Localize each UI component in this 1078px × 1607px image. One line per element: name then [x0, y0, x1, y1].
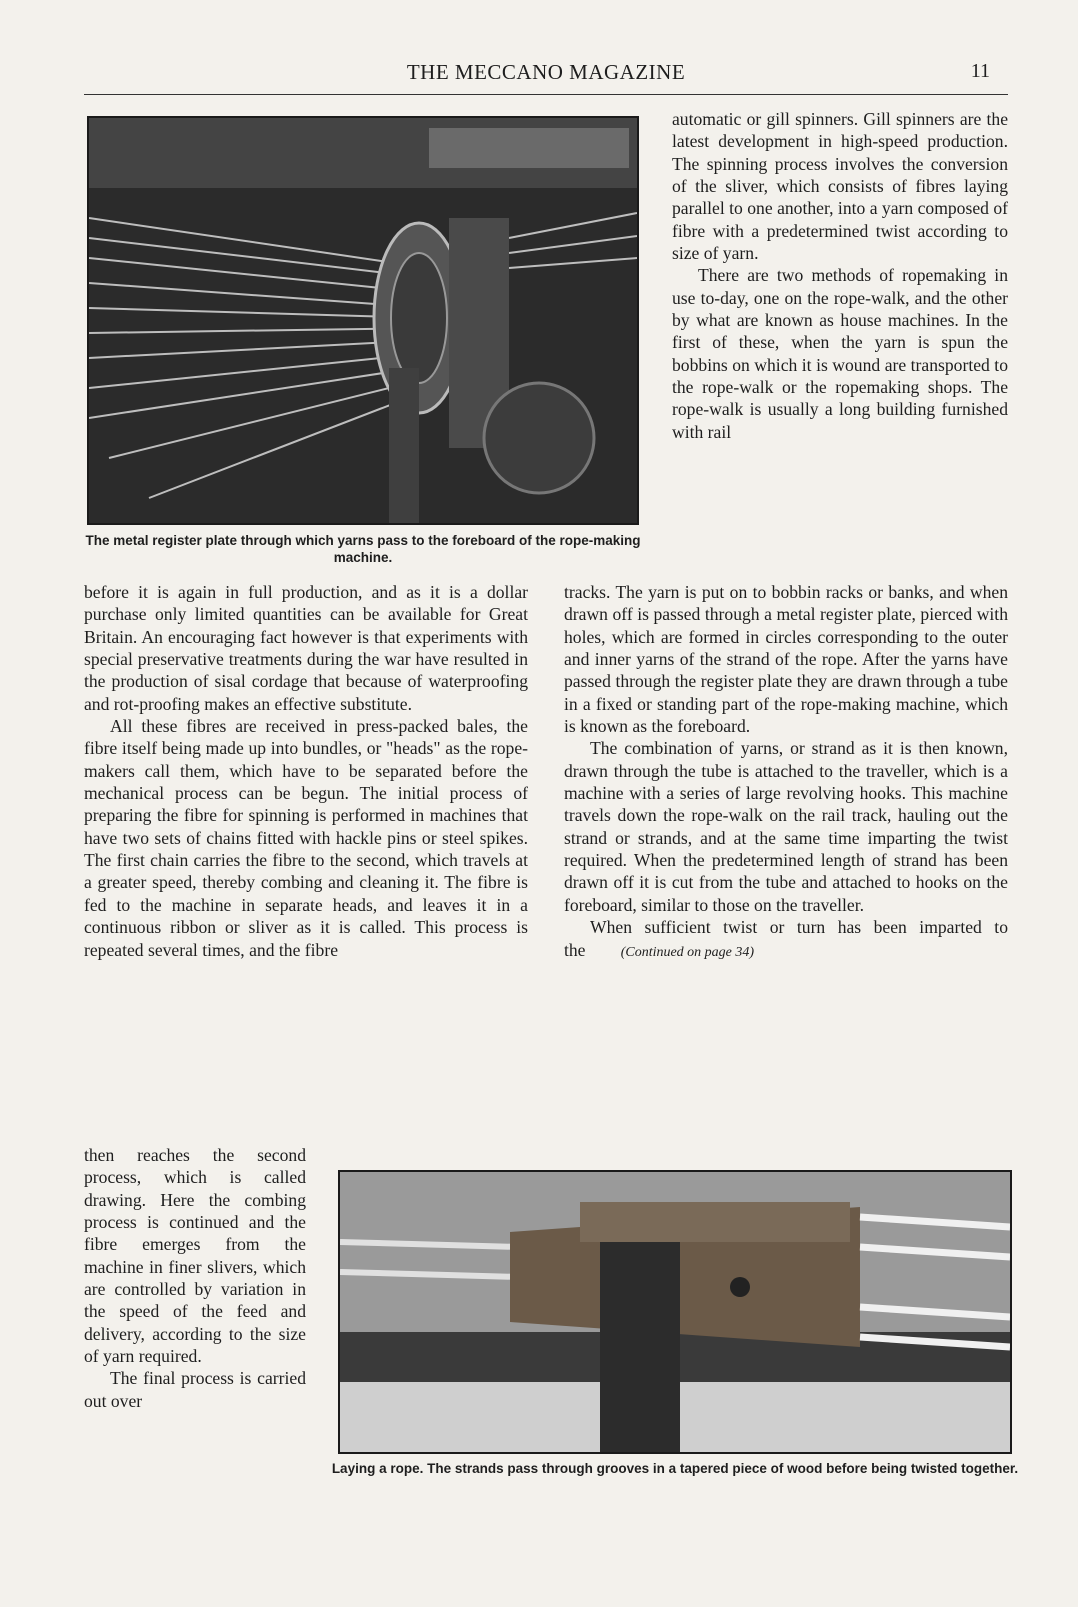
magazine-title: THE MECCANO MAGAZINE	[406, 60, 686, 84]
paragraph: The combination of yarns, or strand as it is then known, drawn through the tube is attached to the traveller, which is a machine with a series of large revolving hooks. This machine travels down the rope-walk on the rail track, hauling out the strand or strands, and at the same time imparting the twist required. When the predetermined length of strand has been drawn off it is cut from the tube and attached to hooks on the foreboard, similar to those on the traveller.	[564, 738, 1008, 915]
laying-rope-illustration	[340, 1172, 1010, 1452]
register-plate-caption: The metal register plate through which yarns pass to the foreboard of the rope-making machine.	[85, 533, 641, 565]
article-column-left	[84, 581, 528, 961]
article-column-top-right	[672, 108, 1008, 443]
paragraph: then reaches the second process, which is called drawing. Here the combing process is continued and the fibre emerges from the machine in finer slivers, which are controlled by variation in the speed of the feed and delivery, according to the size of yarn required.	[84, 1145, 306, 1367]
article-column-left-narrow	[84, 1144, 306, 1412]
paragraph	[564, 916, 1008, 964]
paragraph: automatic or gill spinners. Gill spinners are the latest development in high-speed production. The spinning process involves the conversion of the sliver, which consists of fibres laying parallel to one another, into a yarn composed of fibre with a predetermined twist according to size of yarn.	[672, 109, 1008, 264]
continued-note: (Continued on page 34)	[620, 944, 755, 960]
register-plate-illustration	[89, 118, 637, 523]
article-column-right	[564, 581, 1008, 964]
laying-rope-photo	[338, 1170, 1012, 1454]
paragraph-text: When sufficient twist or turn has been imparted to the	[564, 917, 1008, 960]
paragraph: before it is again in full production, and as it is a dollar purchase only limited quantities can be available for Great Britain. An encouraging fact however is that experiments with special preservative treatments during the war have resulted in the production of sisal cordage that because of waterproofing and rot-proofing makes an effective substitute.	[84, 582, 528, 714]
register-plate-photo	[87, 116, 639, 525]
page-number: 11	[970, 60, 990, 82]
paragraph: The final process is carried out over	[84, 1368, 306, 1411]
running-header	[84, 58, 1008, 95]
paragraph: All these fibres are received in press-packed bales, the fibre itself being made up into bundles, or "heads" as the rope-makers call them, which have to be separated before the mechanical process can be begun. The initial process of preparing the fibre for spinning is performed in machines that have two sets of chains fitted with hackle pins or steel spikes. The first chain carries the fibre to the second, which travels at a greater speed, thereby combing and cleaning it. The fibre is fed to the machine in separate heads, and leaves it in a continuous ribbon or sliver as it is called. This process is repeated several times, and the fibre	[84, 716, 528, 960]
laying-rope-caption: Laying a rope. The strands pass through grooves in a tapered piece of wood before being twisted together.	[331, 1461, 1019, 1476]
paragraph: There are two methods of ropemaking in use to-day, one on the rope-walk, and the other by what are known as house machines. In the first of these, when the yarn is spun the bobbins on which it is wound are transported to the rope-walk or the ropemaking shops. The rope-walk is usually a long building furnished with rail	[672, 265, 1008, 442]
paragraph: tracks. The yarn is put on to bobbin racks or banks, and when drawn off is passed through a metal register plate, pierced with holes, which are formed in circles corresponding to the outer and inner yarns of the strand of the rope. After the yarns have passed through the register plate they are drawn through a tube in a fixed or standing part of the rope-making machine, which is known as the foreboard.	[564, 582, 1008, 737]
